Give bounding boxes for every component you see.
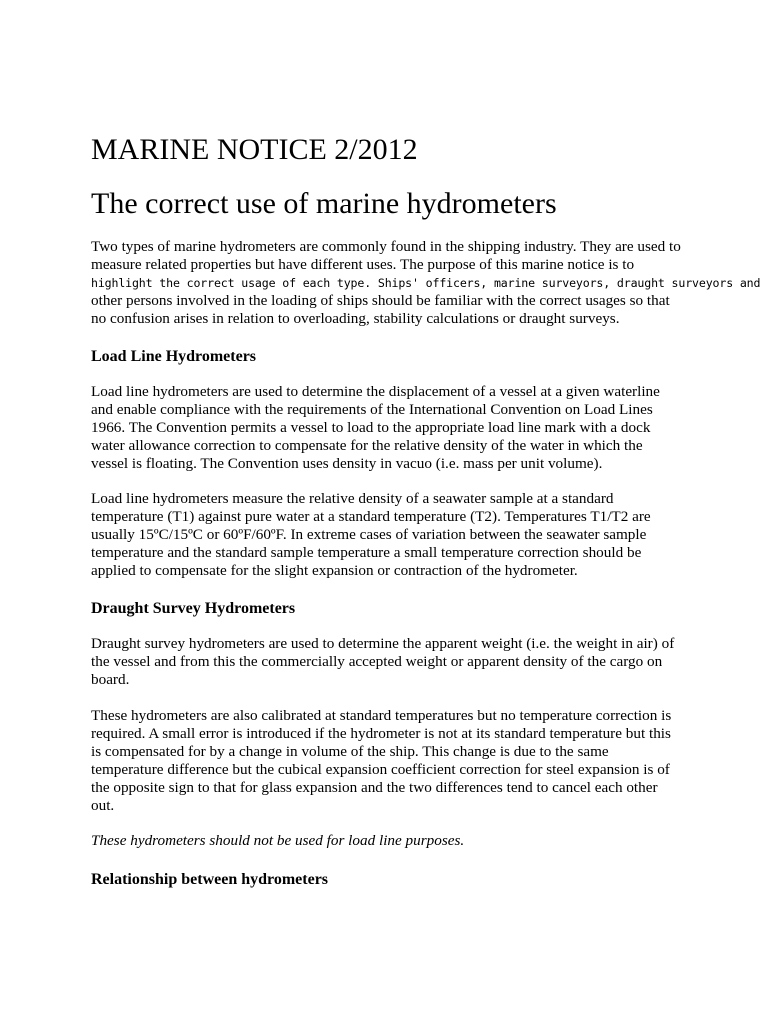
notice-title: MARINE NOTICE 2/2012 bbox=[91, 133, 418, 166]
paragraph-line: board. bbox=[91, 671, 130, 688]
paragraph-line: out. bbox=[91, 797, 115, 814]
draught-survey-paragraph-1 bbox=[91, 635, 691, 689]
section-heading-draught-survey: Draught Survey Hydrometers bbox=[91, 600, 296, 617]
document-title: The correct use of marine hydrometers bbox=[91, 187, 557, 220]
paragraph-line: the opposite sign to that for glass expansion and the two differences tend to cancel each other bbox=[91, 779, 658, 796]
section-heading-relationship: Relationship between hydrometers bbox=[91, 871, 329, 888]
load-line-warning-note bbox=[91, 832, 691, 850]
paragraph-line: temperature and the standard sample temperature a small temperature correction should be bbox=[91, 544, 642, 561]
load-line-paragraph-2 bbox=[91, 490, 691, 580]
paragraph-line: 1966. The Convention permits a vessel to load to the appropriate load line mark with a dock bbox=[91, 419, 651, 436]
paragraph-line: is compensated for by a change in volume of the ship. This change is due to the same bbox=[91, 743, 609, 760]
paragraph-line: the vessel and from this the commercially accepted weight or apparent density of the cargo on bbox=[91, 653, 663, 670]
intro-line: Two types of marine hydrometers are commonly found in the shipping industry. They are used to bbox=[91, 238, 681, 255]
paragraph-line: water allowance correction to compensate for the relative density of the water in which the bbox=[91, 437, 643, 454]
load-line-paragraph-1 bbox=[91, 383, 691, 473]
intro-line: measure related properties but have different uses. The purpose of this marine notice is to bbox=[91, 256, 635, 273]
paragraph-line: required. A small error is introduced if the hydrometer is not at its standard temperature but this bbox=[91, 725, 671, 742]
intro-line: other persons involved in the loading of ships should be familiar with the correct usages so that bbox=[91, 292, 670, 309]
paragraph-line: applied to compensate for the slight expansion or contraction of the hydrometer. bbox=[91, 562, 578, 579]
intro-paragraph bbox=[91, 238, 761, 328]
intro-line: no confusion arises in relation to overloading, stability calculations or draught surveys. bbox=[91, 310, 620, 327]
paragraph-line: Draught survey hydrometers are used to determine the apparent weight (i.e. the weight in air) of bbox=[91, 635, 675, 652]
paragraph-line: usually 15ºC/15ºC or 60ºF/60ºF. In extreme cases of variation between the seawater sample bbox=[91, 526, 647, 543]
note-line: These hydrometers should not be used for load line purposes. bbox=[91, 832, 465, 849]
paragraph-line: Load line hydrometers measure the relative density of a seawater sample at a standard bbox=[91, 490, 614, 507]
draught-survey-paragraph-2 bbox=[91, 707, 691, 815]
section-heading-load-line: Load Line Hydrometers bbox=[91, 348, 257, 365]
paragraph-line: These hydrometers are also calibrated at standard temperatures but no temperature correction is bbox=[91, 707, 672, 724]
paragraph-line: temperature (T1) against pure water at a standard temperature (T2). Temperatures T1/T2 are bbox=[91, 508, 651, 525]
paragraph-line: vessel is floating. The Convention uses density in vacuo (i.e. mass per unit volume). bbox=[91, 455, 603, 472]
paragraph-line: temperature difference but the cubical expansion coefficient correction for steel expansion is of bbox=[91, 761, 670, 778]
paragraph-line: Load line hydrometers are used to determine the displacement of a vessel at a given waterline bbox=[91, 383, 660, 400]
paragraph-line: and enable compliance with the requirements of the International Convention on Load Lines bbox=[91, 401, 653, 418]
intro-line: highlight the correct usage of each type. Ships' officers, marine surveyors, draught surveyors and bbox=[91, 276, 761, 290]
